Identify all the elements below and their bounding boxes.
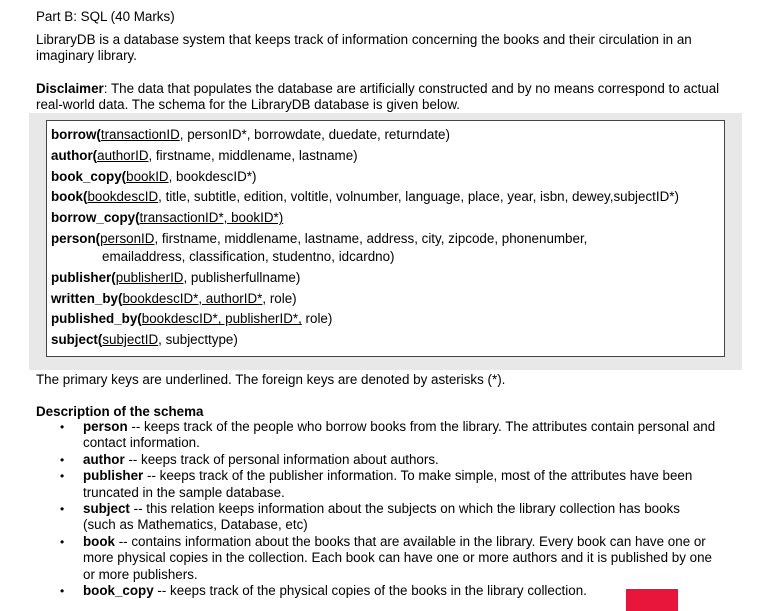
schema-person-continued: emailaddress, classification, studentno, idcardno) [102,248,395,264]
keys-note: The primary keys are underlined. The foreign keys are denoted by asterisks (*). [36,372,506,387]
bullet-icon: • [60,420,65,434]
list-item: • publisher -- keeps track of the publisher information. To make simple, most of the attributes have been truncated in the sample database. [60,468,693,500]
disclaimer-text: : The data that populates the database are artificially constructed and by no means correspond to actual real-world data. The schema for the LibraryDB database is given below. [36,81,720,112]
list-item: • person -- keeps track of the people who borrow books from the library. The attributes contain personal and contact information. [60,419,716,451]
part-title: Part B: SQL (40 Marks) [36,9,175,24]
schema-borrow-copy: borrow_copy(transactionID*, bookID*) [51,210,284,226]
description-heading: Description of the schema [36,404,204,419]
schema-subject: subject(subjectID, subjecttype) [51,332,238,348]
disclaimer-label: Disclaimer [36,81,104,96]
schema-book-copy: book_copy(bookID, bookdescID*) [51,168,257,184]
intro-paragraph: LibraryDB is a database system that keeps track of information concerning the books and their circulation in an imaginary library. [36,32,692,63]
bullet-icon: • [60,584,65,599]
bullet-icon: • [60,502,65,517]
bullet-icon: • [60,452,65,467]
schema-book: book(bookdescID, title, subtitle, edition, voltitle, volnumber, language, place, year, isbn, dewey,subjectID*) [51,189,679,205]
list-item: • author -- keeps track of personal information about authors. [60,451,439,467]
red-marker-block [626,589,678,611]
list-item: • subject -- this relation keeps information about the subjects on which the library collection has books (such as Mathematics, Database, etc) [60,501,680,533]
schema-published-by: published_by(bookdescID*, publisherID*, role) [51,311,333,327]
list-item: • book_copy -- keeps track of the physical copies of the books in the library collection. [60,583,587,599]
schema-borrow: borrow(transactionID, personID*, borrowdate, duedate, returndate) [51,127,450,142]
bullet-icon: • [60,469,65,484]
schema-author: author(authorID, firstname, middlename, lastname) [51,147,358,163]
bullet-icon: • [60,534,65,549]
schema-written-by: written_by(bookdescID*, authorID*, role) [51,290,297,306]
schema-box [46,120,725,357]
schema-publisher: publisher(publisherID, publisherfullname) [51,269,301,285]
description-list [36,419,716,599]
schema-person: person(personID, firstname, middlename, lastname, address, city, zipcode, phonenumber, [51,230,588,246]
list-item: • book -- contains information about the books that are available in the library. Every book can have one or more physical copies in the collection. Each book can have one or more authors and it is published by one or more publishers. [60,533,712,582]
schema-panel [29,113,742,370]
disclaimer-paragraph [36,81,726,113]
